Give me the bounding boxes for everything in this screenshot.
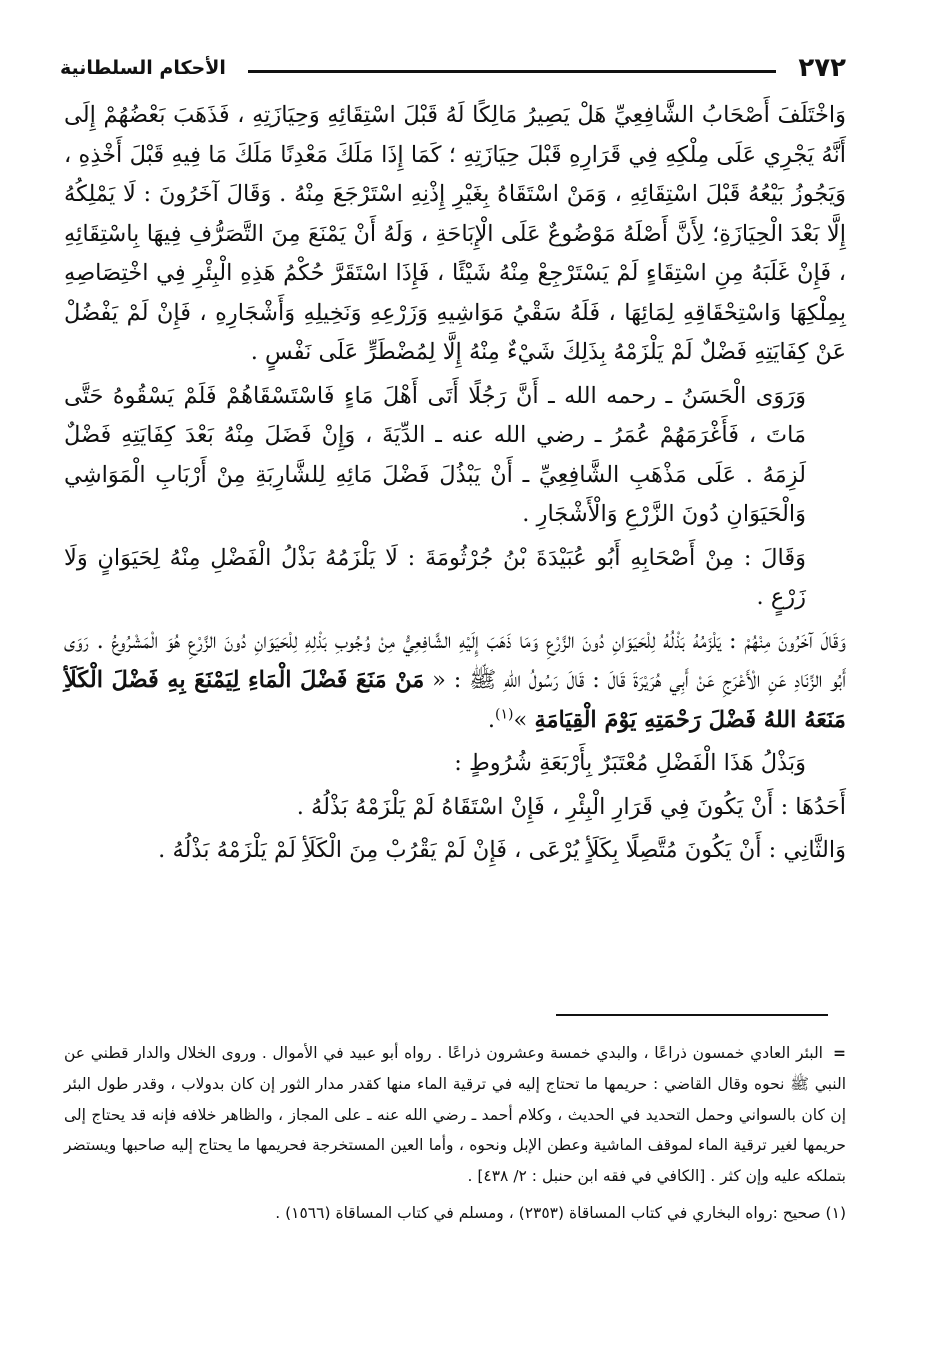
page-number: ٢٧٢: [798, 53, 846, 83]
footnote-1: (١) صحيح :رواه البخاري في كتاب المساقاة (٢٣٥٣) ، ومسلم في كتاب المساقاة (١٥٦٦) .: [275, 1203, 846, 1222]
paragraph-3: وَقَالَ : مِنْ أَصْحَابِهِ أَبُو عُبَيْدَةَ بْنُ جُرْثُومَةَ : لَا يَلْزَمُهُ بَذْلُ الْفَضْلِ مِنْهُ لِحَيَوَانٍ وَلَا زَرْعٍ .: [64, 544, 806, 610]
footnote-continuation: [64, 1038, 846, 1192]
page-header: [60, 48, 846, 88]
paragraph-4-text: وَقَالَ آخَرُونَ مِنْهُمْ : يَلْزَمُهُ بَذْلُهُ لِلْحَيَوَانِ دُونَ الزَّرْعِ وَمَا ذَهَبَ إِلَيْهِ الشَّافِعِيُّ مِنْ وُجُوبِ بَذْلِهِ لِلْحَيَوَانِ دُونَ الزَّرْعِ هُوَ الْمَشْرُوعُ . رَوَى أَبُو الزِّنَادِ عَنِ الْأَعْرَجِ عَنْ أَبِي هُرَيْرَةَ قَالَ : قَالَ رَسُولُ اللهِ ﷺ : «: [64, 627, 846, 693]
paragraph-5: وَبَذْلُ هَذَا الْفَضْلِ مُعْتَبَرٌ بِأَرْبَعَةِ شُرُوطٍ :: [454, 750, 806, 776]
header-rule: [248, 70, 777, 73]
book-title: الأحكام السلطانية: [60, 57, 226, 79]
paragraph-1: وَاخْتَلَفَ أَصْحَابُ الشَّافِعِيِّ هَلْ يَصِيرُ مَالِكًا لَهُ قَبْلَ اسْتِقَائِهِ وَحِيَازَتِهِ ، فَذَهَبَ بَعْضُهُمْ إِلَى أَنَّهُ يَجْرِي عَلَى مِلْكِهِ فِي قَرَارِهِ قَبْلَ حِيَازَتِهِ ؛ كَمَا إِذَا مَلَكَ مَعْدِنًا مَلَكَ مَا فِيهِ قَبْلَ أَخْذِهِ ، وَيَجُوزُ بَيْعُهُ قَبْلَ اسْتِقَائِهِ ، وَمَنْ اسْتَقَاهُ بِغَيْرِ إِذْنِهِ اسْتَرْجَعَ مِنْهُ . وَقَالَ آخَرُونَ : لَا يَمْلِكُهُ إِلَّا بَعْدَ الْحِيَازَةِ؛ لِأَنَّ أَصْلَهُ مَوْضُوعٌ عَلَى الْإِبَاحَةِ ، وَلَهُ أَنْ يَمْنَعَ مِنَ التَّصَرُّفِ فِيهَا بِاسْتِقَائِهِ ، فَإِنْ غَلَبَهُ مِنِ اسْتِقَاءٍ لَمْ يَسْتَرْجِعْ مِنْهُ شَيْئًا ، فَإِذَا اسْتَقَرَّ حُكْمُ هَذِهِ الْبِئْرِ فِي اخْتِصَاصِهِ بِمِلْكِهَا وَاسْتِحْقَاقِهِ لِمَائِهَا ، فَلَهُ سَقْيُ مَوَاشِيهِ وَزَرْعِهِ وَنَخِيلِهِ وَأَشْجَارِهِ ، فَإِنْ لَمْ يَفْضُلْ عَنْ كِفَايَتِهِ فَضْلٌ لَمْ يَلْزَمْهُ بِذَلِكَ شَيْءٌ مِنْهُ إِلَّا لِمُضْطَرٍّ عَلَى نَفْسٍ .: [64, 102, 846, 365]
paragraph-4: وَقَالَ آخَرُونَ مِنْهُمْ : يَلْزَمُهُ بَذْلُهُ لِلْحَيَوَانِ دُونَ الزَّرْعِ وَمَا ذَهَبَ إِلَيْهِ الشَّافِعِيُّ مِنْ وُجُوبِ بَذْلِهِ لِلْحَيَوَانِ دُونَ الزَّرْعِ هُوَ الْمَشْرُوعُ . رَوَى أَبُو الزِّنَادِ عَنِ الْأَعْرَجِ عَنْ أَبِي هُرَيْرَةَ قَالَ : قَالَ رَسُولُ اللهِ ﷺ : « مَنْ مَنَعَ فَضْلَ الْمَاءِ لِيَمْنَعَ بِهِ فَضْلَ الْكَلَأِ مَنَعَهُ اللهُ فَضْلَ رَحْمَتِهِ يَوْمَ الْقِيَامَةِ »$^{(١)}$.: [64, 627, 846, 733]
footnote-separator: [556, 1014, 828, 1016]
quote-close: »: [513, 706, 528, 733]
footnote-ref-1[interactable]: (١): [495, 706, 514, 722]
hadith-quote: مَنْ مَنَعَ فَضْلَ الْمَاءِ لِيَمْنَعَ بِهِ فَضْلَ الْكَلَأِ مَنَعَهُ اللهُ فَضْلَ رَحْمَتِهِ يَوْمَ الْقِيَامَةِ: [64, 667, 846, 733]
main-text: [64, 96, 846, 871]
footnotes: [64, 1038, 846, 1229]
paragraph-6: أَحَدُهَا : أَنْ يَكُونَ فِي قَرَارِ الْبِئْرِ ، فَإِنْ اسْتَقَاهُ لَمْ يَلْزَمْهُ بَذْلُهُ .: [296, 793, 846, 820]
paragraph-7: وَالثَّانِي : أَنْ يَكُونَ مُتَّصِلًا بِكَلَأٍ يُرْعَى ، فَإِنْ لَمْ يَقْرُبْ مِنَ الْكَلَأِ لَمْ يَلْزَمْهُ بَذْلُهُ .: [158, 837, 846, 863]
continuation-mark: =: [833, 1044, 846, 1062]
paragraph-2: وَرَوَى الْحَسَنُ ـ رحمه الله ـ أَنَّ رَجُلًا أَتَى أَهْلَ مَاءٍ فَاسْتَسْقَاهُمْ فَلَمْ يَسْقُوهُ حَتَّى مَاتَ ، فَأَغْرَمَهُمْ عُمَرُ ـ رضي الله عنه ـ الدِّيَةَ ، وَإِنْ فَضَلَ مِنْهُ بَعْدَ كِفَايَتِهِ فَضْلٌ لَزِمَهُ . عَلَى مَذْهَبِ الشَّافِعِيِّ ـ أَنْ يَبْذُلَ فَضْلَ مَائِهِ لِلشَّارِبَةِ مِنْ أَرْبَابِ الْمَوَاشِي وَالْحَيَوَانِ دُونَ الزَّرْعِ وَالْأَشْجَارِ .: [64, 382, 806, 527]
footnote-continuation-text: البئر العادي خمسون ذراعًا ، والبدي خمسة وعشرون ذراعًا . رواه أبو عبيد في الأموال . وروى الخلال والدار قطني عن النبي ﷺ نحوه وقال القاضي : حريمها ما تحتاج إليه في ترقية الماء منها كقدر مدار الثور إن كان بدولاب ، وقدر طول البئر إن كان بالسواني وحمل التحديد في الحديث ، وكلام أحمد ـ رضي الله عنه ـ على المجاز ، والظاهر خلافه فإنه قد يحتاج إلى حريمها لغير ترقية الماء لموقف الماشية وعطن الإبل ونحوه ، وأما العين المستخرجة فحريمها ما يحتاج إليه صاحبها ويستضر بتملكه عليه وإن كثر . [الكافي في فقه ابن حنبل : ٢/ ٤٣٨] .: [64, 1044, 846, 1186]
